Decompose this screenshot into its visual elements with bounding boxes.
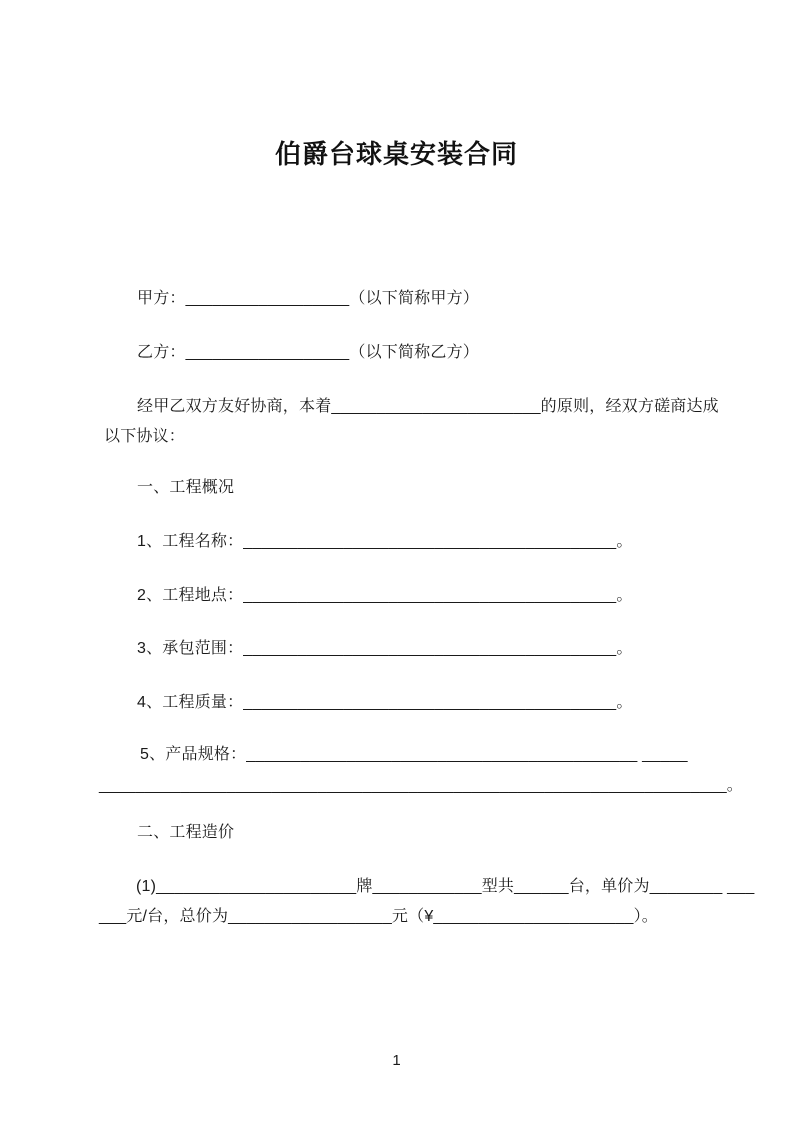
contract-item-project-quality: 4、工程质量：_________________________________________。: [137, 694, 633, 711]
section-1-heading: 一、工程概况: [137, 479, 235, 496]
section-2-heading: 二、工程造价: [137, 824, 235, 841]
price-clause-line-1: (1)______________________牌____________型共______台，单价为________ ___: [136, 878, 755, 895]
preamble-line-1: 经甲乙双方友好协商，本着_______________________的原则，经双方磋商达成: [137, 398, 719, 415]
preamble-line-2: 以下协议：: [104, 428, 186, 445]
page-number: 1: [392, 1052, 401, 1069]
price-clause-line-2: ___元/台，总价为__________________元（¥______________________）。: [99, 908, 658, 925]
document-title: 伯爵台球桌安装合同: [274, 139, 518, 169]
party-b-line: 乙方：__________________（以下简称乙方）: [137, 344, 479, 361]
party-a-line: 甲方：__________________（以下简称甲方）: [137, 290, 479, 307]
contract-item-product-spec-line-2: _____________________________________________________________________。: [99, 777, 743, 794]
contract-item-product-spec-line-1: 5、产品规格：___________________________________________ _____: [140, 746, 688, 763]
contract-item-project-location: 2、工程地点：_________________________________________。: [137, 587, 633, 604]
contract-item-project-name: 1、工程名称：_________________________________________。: [137, 533, 633, 550]
contract-item-contract-scope: 3、承包范围：_________________________________________。: [137, 640, 633, 657]
